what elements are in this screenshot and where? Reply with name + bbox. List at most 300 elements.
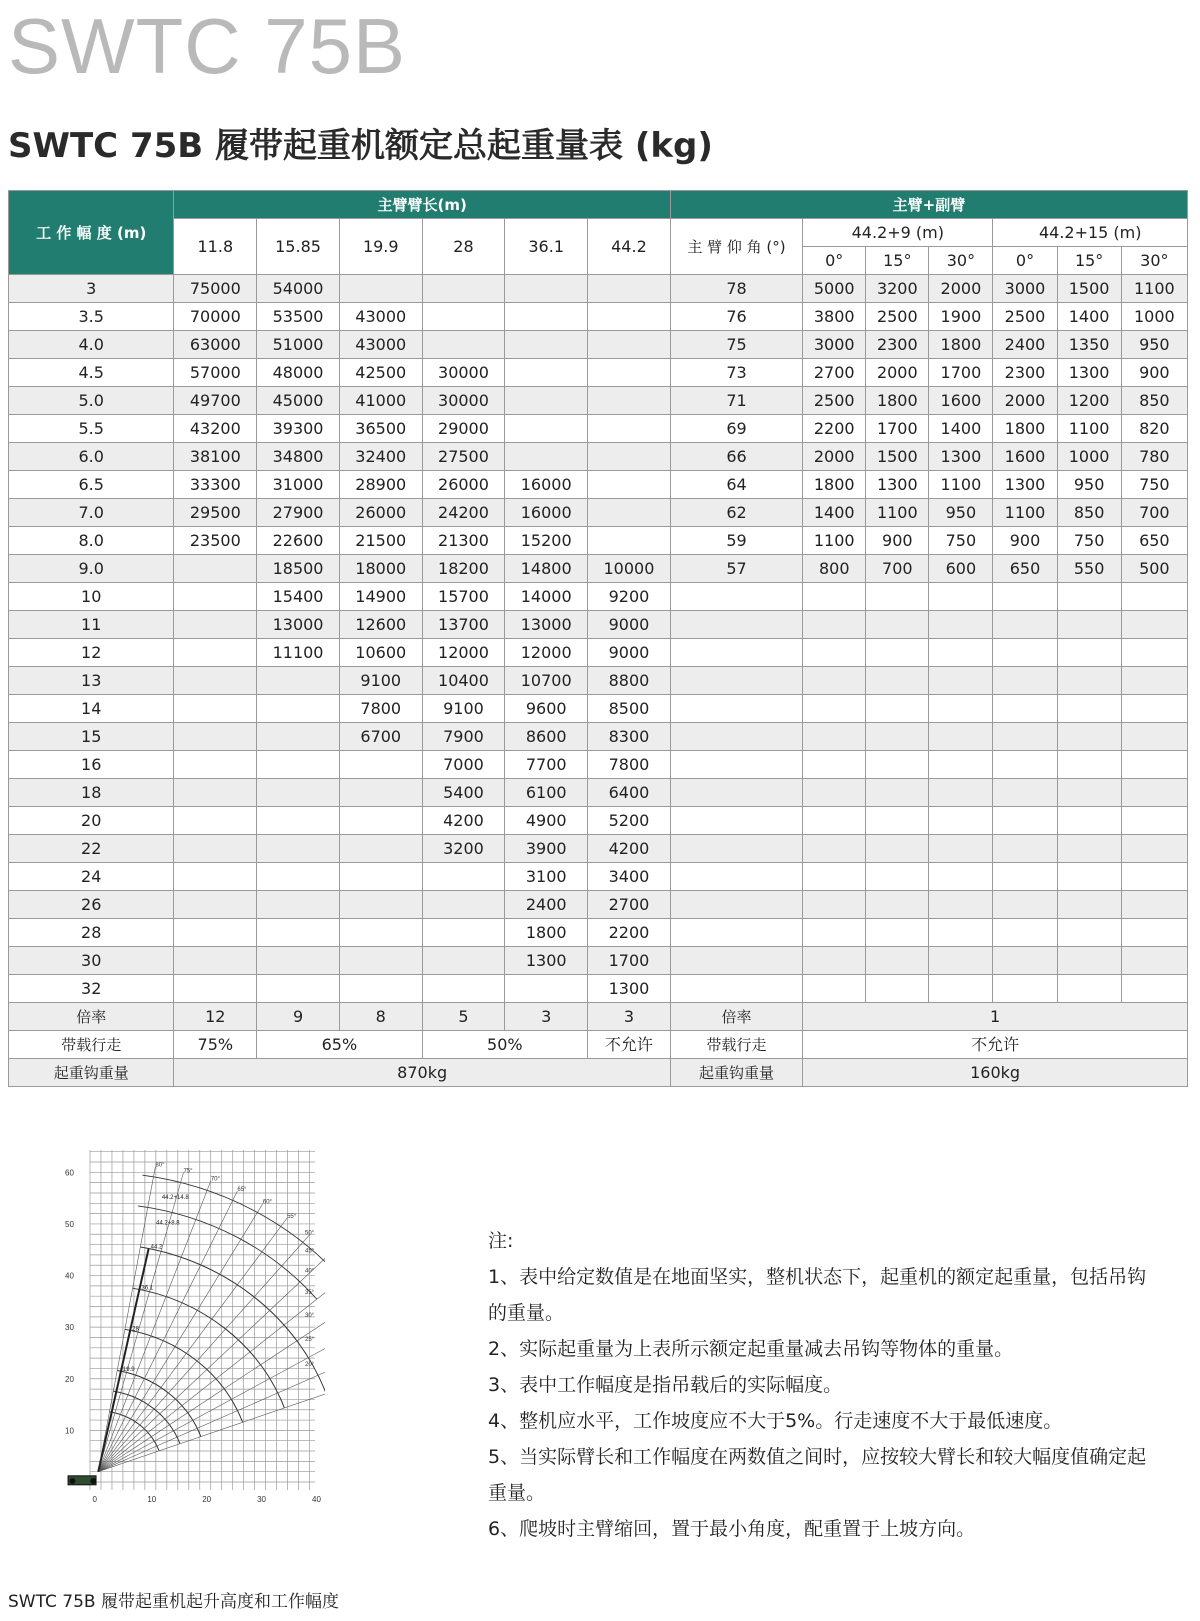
radius-cell: 6.0 xyxy=(9,443,174,471)
jib-capacity-cell xyxy=(866,611,929,639)
jib-capacity-cell: 2500 xyxy=(803,387,866,415)
jib-capacity-cell xyxy=(1121,723,1187,751)
ratio-value: 3 xyxy=(505,1003,588,1031)
y-tick-label: 40 xyxy=(65,1271,74,1281)
angle-label: 25° xyxy=(305,1336,315,1343)
main-boom-capacity-cell: 5400 xyxy=(422,779,505,807)
main-boom-capacity-cell: 51000 xyxy=(257,331,340,359)
travel-value: 75% xyxy=(174,1031,257,1059)
table-row xyxy=(9,527,1188,555)
jib-capacity-cell: 1800 xyxy=(929,331,993,359)
jib-capacity-cell: 1100 xyxy=(1057,415,1121,443)
jib-capacity-cell xyxy=(929,723,993,751)
crawler-wheel xyxy=(90,1478,96,1484)
main-boom-capacity-cell xyxy=(257,975,340,1003)
main-boom-capacity-cell xyxy=(257,667,340,695)
y-tick-label: 30 xyxy=(65,1323,74,1333)
main-boom-capacity-cell xyxy=(505,415,588,443)
angle-ray xyxy=(98,1366,325,1472)
note-item: 2、实际起重量为上表所示额定起重量减去吊钩等物体的重量。 xyxy=(488,1338,1014,1360)
jib-capacity-cell: 1000 xyxy=(1121,303,1187,331)
main-boom-capacity-cell xyxy=(174,975,257,1003)
jib-capacity-cell xyxy=(803,779,866,807)
main-boom-capacity-cell: 38100 xyxy=(174,443,257,471)
boom-angle-cell xyxy=(670,751,802,779)
table-row xyxy=(9,919,1188,947)
jib-capacity-cell: 850 xyxy=(1057,499,1121,527)
main-boom-capacity-cell: 23500 xyxy=(174,527,257,555)
main-boom-capacity-cell: 26000 xyxy=(422,471,505,499)
jib-capacity-cell xyxy=(1121,779,1187,807)
main-boom-capacity-cell: 8800 xyxy=(588,667,671,695)
main-boom-capacity-cell: 10700 xyxy=(505,667,588,695)
jib-capacity-cell: 900 xyxy=(1121,359,1187,387)
angle-label: 20° xyxy=(305,1361,315,1368)
main-boom-capacity-cell: 63000 xyxy=(174,331,257,359)
main-boom-capacity-cell: 34800 xyxy=(257,443,340,471)
travel-value-jib: 不允许 xyxy=(803,1031,1188,1059)
jib-capacity-cell: 950 xyxy=(929,499,993,527)
jib-radius-arc xyxy=(143,1175,325,1279)
ratio-value: 8 xyxy=(339,1003,422,1031)
jib-capacity-cell: 1400 xyxy=(1057,303,1121,331)
main-boom-capacity-cell xyxy=(505,275,588,303)
table-row xyxy=(9,275,1188,303)
jib-capacity-cell xyxy=(866,835,929,863)
boom-angle-cell xyxy=(670,779,802,807)
jib-capacity-cell: 650 xyxy=(1121,527,1187,555)
jib-capacity-cell xyxy=(1121,891,1187,919)
jib-capacity-cell xyxy=(929,695,993,723)
table-row xyxy=(9,975,1188,1003)
main-boom-capacity-cell: 24200 xyxy=(422,499,505,527)
radius-cell: 4.5 xyxy=(9,359,174,387)
main-boom-capacity-cell: 18000 xyxy=(339,555,422,583)
jib-capacity-cell xyxy=(866,947,929,975)
hook-weight-label: 起重钩重量 xyxy=(9,1059,174,1087)
jib-capacity-cell: 3000 xyxy=(803,331,866,359)
jib-capacity-cell: 550 xyxy=(1057,555,1121,583)
jib-capacity-cell xyxy=(803,639,866,667)
boom-angle-cell: 71 xyxy=(670,387,802,415)
main-boom-capacity-cell: 16000 xyxy=(505,499,588,527)
jib-capacity-cell: 2500 xyxy=(866,303,929,331)
angle-label: 50° xyxy=(305,1230,315,1237)
jib-capacity-cell xyxy=(1057,723,1121,751)
jib-offset-header: 15° xyxy=(1057,247,1121,275)
jib-capacity-cell xyxy=(866,975,929,1003)
jib-offset-header: 30° xyxy=(929,247,993,275)
main-boom-capacity-cell: 45000 xyxy=(257,387,340,415)
main-boom-capacity-cell: 18500 xyxy=(257,555,340,583)
travel-value: 65% xyxy=(257,1031,422,1059)
radius-cell: 24 xyxy=(9,863,174,891)
jib-capacity-cell xyxy=(866,779,929,807)
jib-capacity-cell: 750 xyxy=(929,527,993,555)
jib-capacity-cell: 1700 xyxy=(929,359,993,387)
main-boom-capacity-cell: 39300 xyxy=(257,415,340,443)
radius-cell: 13 xyxy=(9,667,174,695)
jib-capacity-cell: 1400 xyxy=(803,499,866,527)
main-boom-capacity-cell xyxy=(257,751,340,779)
main-boom-capacity-cell xyxy=(588,471,671,499)
ratio-label-jib: 倍率 xyxy=(670,1003,802,1031)
main-boom-capacity-cell: 2400 xyxy=(505,891,588,919)
hook-weight-value-jib: 160kg xyxy=(803,1059,1188,1087)
radius-cell: 15 xyxy=(9,723,174,751)
main-boom-capacity-cell xyxy=(174,891,257,919)
main-boom-capacity-cell: 48000 xyxy=(257,359,340,387)
y-tick-label: 50 xyxy=(65,1219,74,1229)
jib-capacity-cell xyxy=(866,695,929,723)
main-boom-capacity-cell xyxy=(505,331,588,359)
table-row xyxy=(9,331,1188,359)
jib-capacity-cell xyxy=(929,779,993,807)
jib-capacity-cell: 700 xyxy=(1121,499,1187,527)
main-boom-capacity-cell xyxy=(257,779,340,807)
boom-length-header: 28 xyxy=(422,219,505,275)
ratio-value: 3 xyxy=(588,1003,671,1031)
angle-label: 40° xyxy=(305,1268,315,1275)
jib-capacity-cell: 2500 xyxy=(993,303,1057,331)
jib-capacity-cell xyxy=(1057,835,1121,863)
jib-capacity-cell xyxy=(1121,695,1187,723)
jib-capacity-cell: 1500 xyxy=(1057,275,1121,303)
radius-cell: 10 xyxy=(9,583,174,611)
jib-capacity-cell: 850 xyxy=(1121,387,1187,415)
jib-capacity-cell xyxy=(803,919,866,947)
table-row xyxy=(9,891,1188,919)
page-title: SWTC 75B 履带起重机额定总起重量表 (kg) xyxy=(8,126,713,166)
main-boom-capacity-cell xyxy=(257,919,340,947)
main-boom-capacity-cell xyxy=(339,975,422,1003)
jib-capacity-cell xyxy=(1057,779,1121,807)
main-boom-capacity-cell: 31000 xyxy=(257,471,340,499)
boom-length-header: 44.2 xyxy=(588,219,671,275)
boom-length-header: 15.85 xyxy=(257,219,340,275)
main-boom-capacity-cell xyxy=(422,331,505,359)
jib-capacity-cell xyxy=(1121,751,1187,779)
note-item: 1、表中给定数值是在地面坚实，整机状态下，起重机的额定起重量，包括吊钩的重量。 xyxy=(488,1266,1147,1324)
angle-ray xyxy=(98,1317,325,1472)
note-item: 6、爬坡时主臂缩回，置于最小角度，配重置于上坡方向。 xyxy=(488,1518,976,1540)
jib-capacity-cell xyxy=(803,583,866,611)
jib-capacity-cell xyxy=(803,835,866,863)
main-boom-capacity-cell: 1800 xyxy=(505,919,588,947)
table-row xyxy=(9,779,1188,807)
angle-ray xyxy=(98,1341,325,1472)
jib-capacity-cell xyxy=(993,891,1057,919)
jib-offset-header: 0° xyxy=(803,247,866,275)
jib-capacity-cell: 1600 xyxy=(993,443,1057,471)
radius-cell: 26 xyxy=(9,891,174,919)
jib-capacity-cell xyxy=(866,751,929,779)
main-boom-capacity-cell xyxy=(257,863,340,891)
jib-capacity-cell xyxy=(1057,947,1121,975)
main-boom-capacity-cell: 1700 xyxy=(588,947,671,975)
main-boom-capacity-cell: 57000 xyxy=(174,359,257,387)
jib-capacity-cell xyxy=(1121,975,1187,1003)
notes-section xyxy=(488,1223,1148,1547)
jib-capacity-cell xyxy=(993,611,1057,639)
main-boom-capacity-cell xyxy=(339,835,422,863)
table-row xyxy=(9,359,1188,387)
radius-cell: 9.0 xyxy=(9,555,174,583)
angle-label: 70° xyxy=(210,1176,220,1183)
jib-capacity-cell: 700 xyxy=(866,555,929,583)
main-boom-capacity-cell xyxy=(174,779,257,807)
main-boom-capacity-cell xyxy=(174,611,257,639)
working-range-svg xyxy=(55,1150,325,1530)
boom-angle-cell: 69 xyxy=(670,415,802,443)
main-boom-capacity-cell xyxy=(422,275,505,303)
main-boom-capacity-cell: 49700 xyxy=(174,387,257,415)
hook-weight-value: 870kg xyxy=(174,1059,670,1087)
main-boom-capacity-cell xyxy=(174,695,257,723)
jib-capacity-cell: 900 xyxy=(866,527,929,555)
table-row xyxy=(9,443,1188,471)
main-boom-capacity-cell xyxy=(422,303,505,331)
main-boom-capacity-cell: 4200 xyxy=(422,807,505,835)
boom-length-label: 44.2+14.8 xyxy=(161,1195,189,1202)
ratio-value-jib: 1 xyxy=(803,1003,1188,1031)
radius-cell: 28 xyxy=(9,919,174,947)
jib-capacity-cell xyxy=(866,639,929,667)
main-boom-capacity-cell xyxy=(257,695,340,723)
main-boom-capacity-cell xyxy=(505,359,588,387)
main-boom-capacity-cell xyxy=(505,387,588,415)
radius-cell: 7.0 xyxy=(9,499,174,527)
jib-capacity-cell xyxy=(929,639,993,667)
jib-capacity-cell: 3200 xyxy=(866,275,929,303)
jib-capacity-cell: 1100 xyxy=(866,499,929,527)
boom-angle-cell xyxy=(670,611,802,639)
boom-angle-cell: 64 xyxy=(670,471,802,499)
main-boom-capacity-cell xyxy=(588,359,671,387)
main-boom-capacity-cell: 13000 xyxy=(505,611,588,639)
jib-capacity-cell xyxy=(1121,807,1187,835)
angle-label: 45° xyxy=(305,1248,315,1255)
main-boom-capacity-cell: 9000 xyxy=(588,639,671,667)
main-boom-capacity-cell: 1300 xyxy=(588,975,671,1003)
jib-capacity-cell xyxy=(1121,583,1187,611)
main-boom-capacity-cell xyxy=(339,947,422,975)
jib-capacity-cell: 750 xyxy=(1057,527,1121,555)
jib-capacity-cell: 5000 xyxy=(803,275,866,303)
main-boom-capacity-cell: 13700 xyxy=(422,611,505,639)
angle-label: 60° xyxy=(262,1199,272,1206)
boom-length-header: 19.9 xyxy=(339,219,422,275)
main-boom-capacity-cell: 8500 xyxy=(588,695,671,723)
angle-label: 75° xyxy=(183,1168,193,1175)
main-boom-capacity-cell: 32400 xyxy=(339,443,422,471)
main-boom-capacity-cell: 9000 xyxy=(588,611,671,639)
ratio-value: 5 xyxy=(422,1003,505,1031)
main-boom-capacity-cell: 54000 xyxy=(257,275,340,303)
main-boom-capacity-cell: 1300 xyxy=(505,947,588,975)
main-boom-capacity-cell: 30000 xyxy=(422,359,505,387)
jib-capacity-cell: 900 xyxy=(993,527,1057,555)
main-boom-capacity-cell: 10600 xyxy=(339,639,422,667)
x-tick-label: 10 xyxy=(147,1495,157,1504)
boom-angle-cell: 76 xyxy=(670,303,802,331)
main-boom-capacity-cell xyxy=(174,947,257,975)
main-boom-capacity-cell: 9600 xyxy=(505,695,588,723)
hook-weight-label-jib: 起重钩重量 xyxy=(670,1059,802,1087)
main-boom-capacity-cell: 6400 xyxy=(588,779,671,807)
radius-cell: 22 xyxy=(9,835,174,863)
table-row xyxy=(9,695,1188,723)
jib-capacity-cell xyxy=(866,723,929,751)
table-row xyxy=(9,723,1188,751)
angle-label: 65° xyxy=(237,1187,247,1194)
main-boom-capacity-cell xyxy=(422,863,505,891)
jib-capacity-cell xyxy=(803,863,866,891)
jib-capacity-cell xyxy=(1121,947,1187,975)
main-boom-capacity-cell xyxy=(174,835,257,863)
main-boom-capacity-cell: 9200 xyxy=(588,583,671,611)
note-item: 4、整机应水平，工作坡度应不大于5%。行走速度不大于最低速度。 xyxy=(488,1410,1063,1432)
boom-angle-cell xyxy=(670,947,802,975)
main-boom-capacity-cell xyxy=(174,555,257,583)
jib-capacity-cell xyxy=(803,611,866,639)
jib-capacity-cell: 1800 xyxy=(866,387,929,415)
main-boom-capacity-cell: 42500 xyxy=(339,359,422,387)
main-boom-capacity-cell xyxy=(339,891,422,919)
boom-angle-cell: 59 xyxy=(670,527,802,555)
radius-cell: 8.0 xyxy=(9,527,174,555)
main-boom-capacity-cell xyxy=(174,751,257,779)
main-boom-capacity-cell: 28900 xyxy=(339,471,422,499)
jib-capacity-cell: 1300 xyxy=(1057,359,1121,387)
note-item: 5、当实际臂长和工作幅度在两数值之间时，应按较大臂长和较大幅度值确定起重量。 xyxy=(488,1446,1147,1504)
jib-capacity-cell: 1700 xyxy=(866,415,929,443)
jib-capacity-cell: 950 xyxy=(1057,471,1121,499)
jib-capacity-cell xyxy=(1057,891,1121,919)
x-tick-label: 30 xyxy=(257,1495,267,1504)
jib-capacity-cell xyxy=(993,639,1057,667)
jib-capacity-cell xyxy=(1121,863,1187,891)
boom-angle-cell: 66 xyxy=(670,443,802,471)
main-boom-capacity-cell xyxy=(588,415,671,443)
jib-capacity-cell: 1800 xyxy=(803,471,866,499)
main-boom-capacity-cell xyxy=(174,639,257,667)
main-boom-capacity-cell: 6700 xyxy=(339,723,422,751)
jib-capacity-cell xyxy=(866,807,929,835)
main-boom-capacity-cell: 75000 xyxy=(174,275,257,303)
jib-capacity-cell xyxy=(929,807,993,835)
jib-capacity-cell xyxy=(803,723,866,751)
radius-cell: 32 xyxy=(9,975,174,1003)
boom-length-label: 44.2 xyxy=(150,1244,163,1251)
radius-cell: 5.0 xyxy=(9,387,174,415)
jib-capacity-cell: 2400 xyxy=(993,331,1057,359)
jib-capacity-cell xyxy=(1057,583,1121,611)
main-boom-capacity-cell: 21300 xyxy=(422,527,505,555)
main-boom-capacity-cell: 12600 xyxy=(339,611,422,639)
jib-group-header: 主臂+副臂 xyxy=(670,191,1187,219)
jib-capacity-cell xyxy=(929,891,993,919)
main-boom-capacity-cell xyxy=(339,275,422,303)
radius-header: 工 作 幅 度 (m) xyxy=(9,191,174,275)
jib-capacity-cell xyxy=(929,667,993,695)
main-boom-capacity-cell: 15400 xyxy=(257,583,340,611)
main-boom-capacity-cell xyxy=(339,751,422,779)
main-boom-capacity-cell xyxy=(588,387,671,415)
jib-capacity-cell xyxy=(803,667,866,695)
jib-capacity-cell: 500 xyxy=(1121,555,1187,583)
angle-label: 55° xyxy=(287,1214,297,1221)
boom-angle-cell xyxy=(670,639,802,667)
angle-label: 35° xyxy=(305,1290,315,1297)
jib-capacity-cell xyxy=(993,919,1057,947)
boom-angle-cell: 73 xyxy=(670,359,802,387)
boom-angle-cell xyxy=(670,919,802,947)
main-boom-capacity-cell xyxy=(588,443,671,471)
boom-angle-cell xyxy=(670,583,802,611)
main-boom-capacity-cell: 29000 xyxy=(422,415,505,443)
jib-capacity-cell xyxy=(1057,919,1121,947)
diagram-caption: SWTC 75B 履带起重机起升高度和工作幅度 xyxy=(8,1592,339,1612)
main-boom-capacity-cell xyxy=(339,919,422,947)
note-item: 3、表中工作幅度是指吊载后的实际幅度。 xyxy=(488,1374,843,1396)
jib-capacity-cell: 1300 xyxy=(866,471,929,499)
main-boom-capacity-cell xyxy=(422,891,505,919)
main-boom-capacity-cell xyxy=(257,807,340,835)
jib-capacity-cell: 780 xyxy=(1121,443,1187,471)
main-boom-capacity-cell xyxy=(257,891,340,919)
main-boom-capacity-cell: 7000 xyxy=(422,751,505,779)
boom-length-label: 36.1 xyxy=(141,1285,154,1292)
main-boom-capacity-cell: 12000 xyxy=(505,639,588,667)
angle-ray xyxy=(98,1191,237,1472)
boom-length-label: 44.2+8.8 xyxy=(156,1220,180,1227)
table-row xyxy=(9,639,1188,667)
y-tick-label: 20 xyxy=(65,1374,74,1384)
main-boom-capacity-cell xyxy=(174,807,257,835)
jib-capacity-cell: 2000 xyxy=(993,387,1057,415)
main-boom-capacity-cell: 43200 xyxy=(174,415,257,443)
boom-length-header: 11.8 xyxy=(174,219,257,275)
jib-capacity-cell xyxy=(929,919,993,947)
main-boom-capacity-cell: 41000 xyxy=(339,387,422,415)
main-boom-capacity-cell: 29500 xyxy=(174,499,257,527)
crawler-wheel xyxy=(69,1478,75,1484)
main-boom-capacity-cell: 30000 xyxy=(422,387,505,415)
x-tick-label: 20 xyxy=(202,1495,212,1504)
ratio-label: 倍率 xyxy=(9,1003,174,1031)
main-boom-capacity-cell xyxy=(174,863,257,891)
radius-cell: 6.5 xyxy=(9,471,174,499)
jib-capacity-cell xyxy=(1057,639,1121,667)
jib-capacity-cell xyxy=(803,947,866,975)
jib-capacity-cell xyxy=(1057,611,1121,639)
main-boom-capacity-cell: 13000 xyxy=(257,611,340,639)
main-boom-capacity-cell: 9100 xyxy=(422,695,505,723)
jib-config-header: 44.2+15 (m) xyxy=(993,219,1188,247)
jib-capacity-cell xyxy=(1121,835,1187,863)
jib-capacity-cell xyxy=(803,891,866,919)
main-boom-capacity-cell xyxy=(174,667,257,695)
travel-value: 不允许 xyxy=(588,1031,671,1059)
main-boom-capacity-cell xyxy=(257,947,340,975)
jib-capacity-cell: 2000 xyxy=(866,359,929,387)
jib-capacity-cell xyxy=(929,583,993,611)
radius-cell: 20 xyxy=(9,807,174,835)
main-boom-capacity-cell: 27900 xyxy=(257,499,340,527)
main-boom-capacity-cell xyxy=(588,275,671,303)
main-boom-capacity-cell xyxy=(339,779,422,807)
